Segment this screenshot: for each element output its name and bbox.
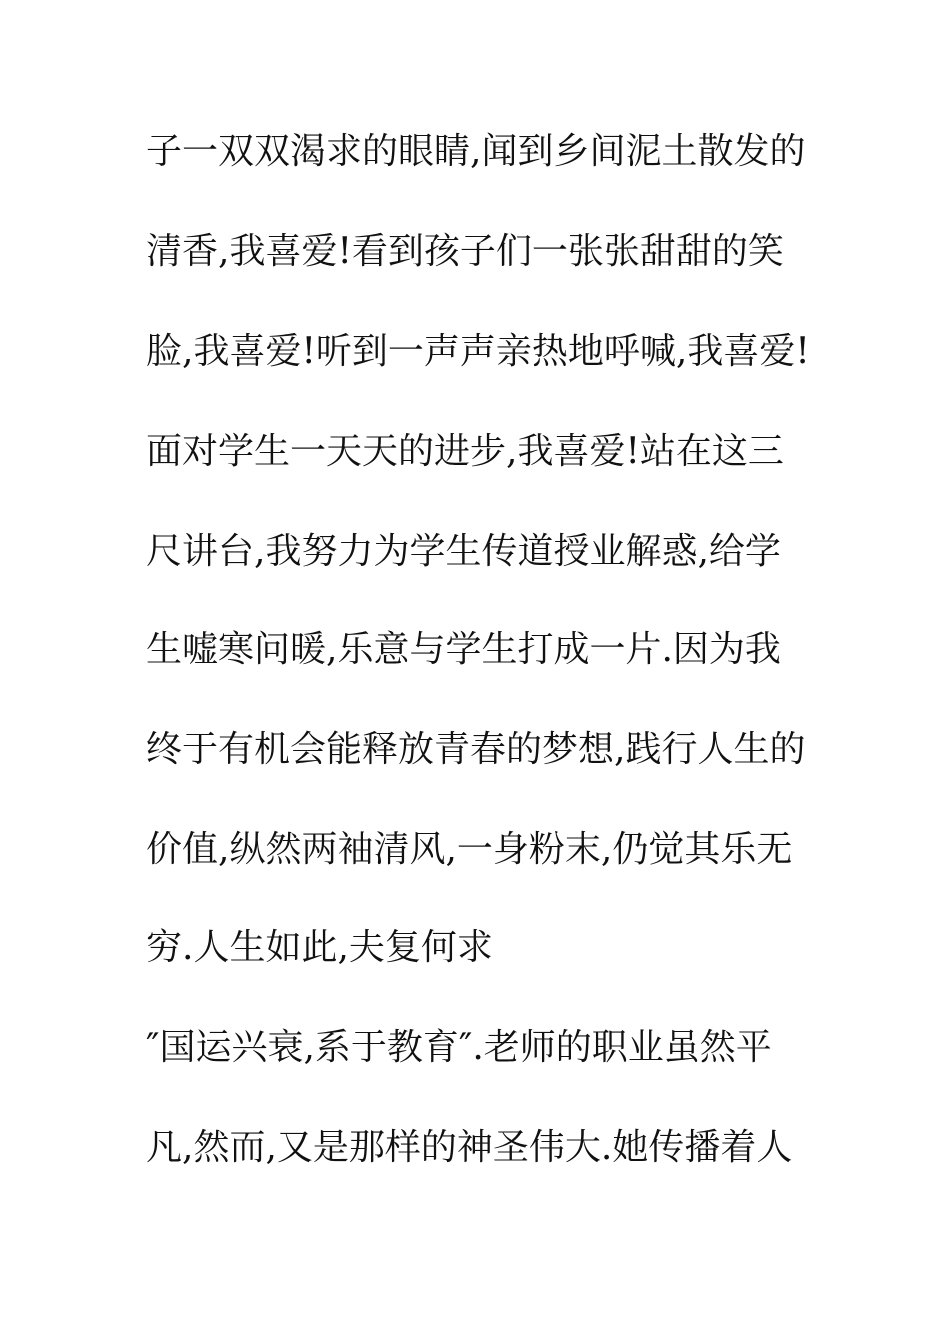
text-line: 清香,我喜爱!看到孩子们一张张甜甜的笑 bbox=[146, 231, 784, 272]
text-line: 生嘘寒问暖,乐意与学生打成一片.因为我 bbox=[146, 629, 781, 670]
text-line: 尺讲台,我努力为学生传道授业解惑,给学 bbox=[146, 531, 781, 572]
text-line: 脸,我喜爱!听到一声声亲热地呼喊,我喜爱! bbox=[146, 331, 810, 372]
text-line: 子一双双渴求的眼睛,闻到乡间泥土散发的 bbox=[146, 131, 806, 172]
text-line: 价值,纵然两袖清风,一身粉末,仍觉其乐无 bbox=[146, 829, 793, 870]
text-line: 凡,然而,又是那样的神圣伟大.她传播着人 bbox=[146, 1127, 793, 1168]
text-line: 穷.人生如此,夫复何求 bbox=[146, 927, 493, 968]
text-line: 面对学生一天天的进步,我喜爱!站在这三 bbox=[146, 431, 784, 472]
text-line: 终于有机会能释放青春的梦想,践行人生的 bbox=[146, 729, 806, 770]
text-line: ″国运兴衰,系于教育″.老师的职业虽然平 bbox=[146, 1027, 772, 1068]
